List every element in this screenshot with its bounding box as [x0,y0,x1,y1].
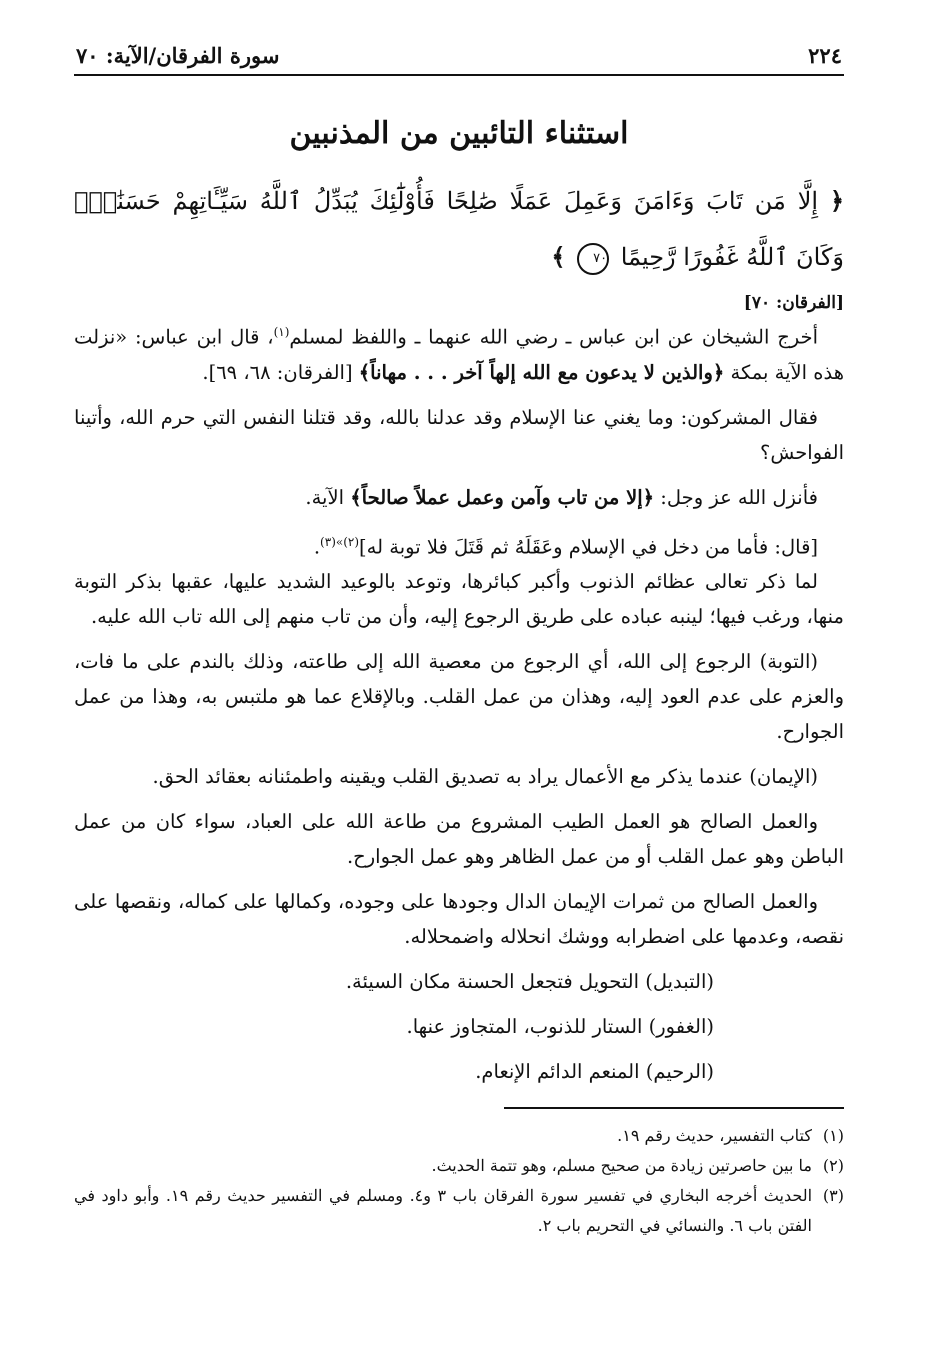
paragraph-tawba: (التوبة) الرجوع إلى الله، أي الرجوع من معصية الله إلى طاعته، وذلك بالندم على ما فات، والعزم على عدم العود إليه، وهذان من عمل القلب. وبالإقلاع عما هو ملتبس به، وهذا من عمل الجوارح. [74,650,844,743]
p3-text-a: فأنزل الله عز وجل: [654,485,818,509]
footnote-item [74,1151,844,1181]
page-header [74,38,844,76]
footnote-number: (٣) [822,1186,844,1205]
footnote-text: ما بين حاصرتين زيادة من صحيح مسلم، وهو تتمة الحديث. [431,1156,812,1175]
verse-open-brace: ﴿ [829,186,844,215]
running-title: سورة الفرقان/الآية: ٧٠ [76,43,280,68]
page-number: ٢٢٤ [808,43,842,68]
verse-number-icon: ٧٠ [577,243,609,275]
p1-text-a: أخرج الشيخان عن ابن عباس ـ رضي الله عنهما ـ واللفظ لمسلم [289,325,819,349]
quran-verse [74,173,844,285]
footnote-ref-2[interactable]: (٢) [343,534,360,549]
p1-text-c: [الفرقان: ٦٨، ٦٩]. [202,360,359,384]
definition-ghafur: (الغفور) الستار للذنوب، المتجاوز عنها. [406,1015,714,1038]
section-title: استثناء التائبين من المذنبين [289,116,629,151]
footnote-item [74,1181,844,1241]
paragraph-commentary: لما ذكر تعالى عظائم الذنوب وأكبر كبائرها، وتوعد بالوعيد الشديد عليها، عقبها بذكر التوبة منها، ورغب فيها؛ لينبه عباده على طريق الرجوع إليه، وأن من تاب منهم إلى الله تاب الله عليه. [74,570,844,628]
footnote-divider [504,1107,844,1109]
footnote-text: كتاب التفسير، حديث رقم ١٩. [617,1126,812,1145]
footnote-number: (١) [822,1126,844,1145]
definition-tabdil: (التبديل) التحويل فتجعل الحسنة مكان السيئة. [345,970,714,993]
footnote-text: الحديث أخرجه البخاري في تفسير سورة الفرقان باب ٣ و٤. ومسلم في التفسير حديث رقم ١٩. وأبو داود في الفتن باب ٦. والنسائي في التحريم باب ٢. [74,1186,813,1235]
definition-rahim: (الرحيم) المنعم الدائم الإنعام. [475,1060,714,1083]
p3-text-b: الآية. [305,485,351,509]
paragraph-revelation [74,480,844,515]
p4-text-b: . [313,535,321,558]
footnote-number: (٢) [822,1156,844,1175]
verse-close-brace: ﴾ [551,242,566,271]
paragraph-fruits-of-iman: والعمل الصالح من ثمرات الإيمان الدال وجودها على وجوده، وكمالها على كماله، ونقصها على نقصه، وعدمها على اضطرابه ووشك انحلاله واضمحلاله. [74,890,844,948]
verse-text: إِلَّا مَن تَابَ وَءَامَنَ وَعَمِلَ عَمَلًا صَٰلِحًا فَأُوْلَٰٓئِكَ يُبَدِّلُ ٱللَّهُ سَيِّـَٔاتِهِمْ حَسَنَٰتٍۗ وَكَانَ ٱللَّهُ غَفُورًا رَّحِيمًا [74,187,844,271]
paragraph-mushrikun: فقال المشركون: وما يغني عنا الإسلام وقد عدلنا بالله، وقد قتلنا النفس التي حرم الله، وأتينا الفواحش؟ [74,405,844,464]
p1-quote: ﴿والذين لا يدعون مع الله إلهاً آخر . . . مهاناً﴾ [358,360,725,384]
p3-quote: ﴿إلا من تاب وآمن وعمل عملاً صالحاً﴾ [350,485,655,509]
verse-reference: [الفرقان: ٧٠] [743,293,844,313]
p1-text-b: ، قال ابن عباس: «نزلت هذه الآية بمكة [74,325,844,384]
paragraph-addition [74,525,844,565]
paragraph-hadith [74,315,844,390]
footnote-ref-3[interactable]: »(٣) [320,534,344,549]
p4-text-a: [قال: فأما من دخل في الإسلام وعَقَلَهُ ثم قَتَلَ فلا توبة له] [359,535,818,558]
paragraph-good-deeds: والعمل الصالح هو العمل الطيب المشروع من طاعة الله على العباد، سواء كان من عمل الباطن وهو عمل القلب أو من عمل الظاهر وهو عمل الجوارح. [74,810,844,868]
paragraph-iman: (الإيمان) عندما يذكر مع الأعمال يراد به تصديق القلب ويقينه واطمئنانه بعقائد الحق. [152,765,818,788]
footnote-ref-1[interactable]: (١) [273,325,290,339]
book-page [74,38,844,1335]
footnotes [74,1121,844,1241]
footnote-item [74,1121,844,1151]
